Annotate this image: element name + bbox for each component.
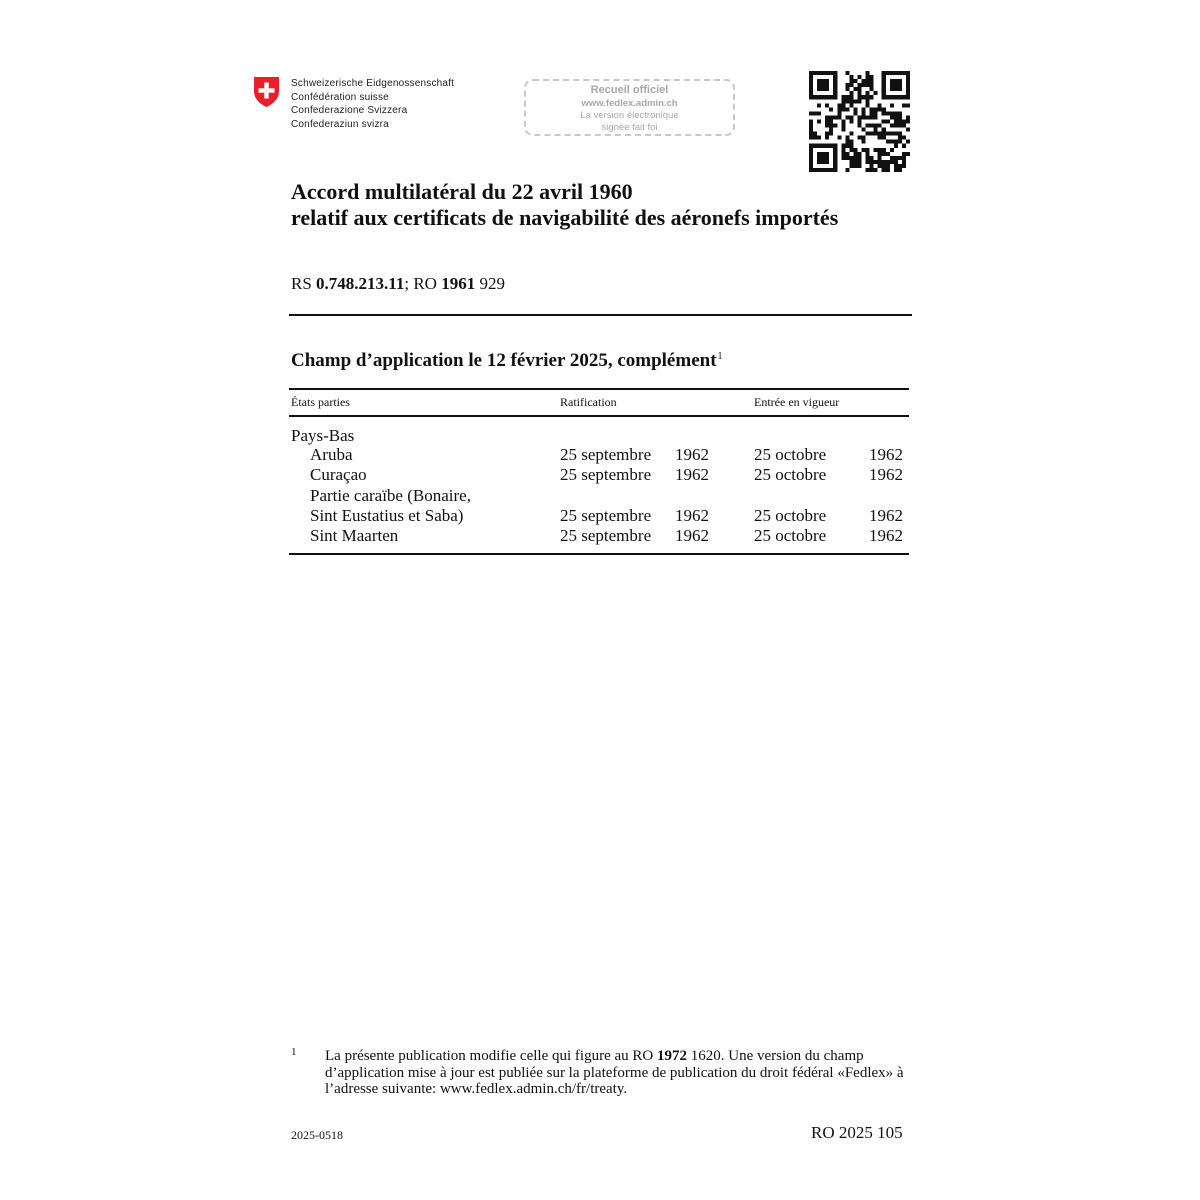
- table-cell-entry-date: 25 octobre: [754, 465, 827, 484]
- table-cell-state-continued: Sint Eustatius et Saba): [310, 506, 464, 525]
- table-cell-entry-date: 25 octobre: [754, 506, 827, 525]
- table-header-rule: [289, 415, 909, 417]
- column-header-states: États parties: [291, 395, 350, 409]
- ro-year: 1961: [441, 274, 476, 293]
- table-cell-ratification-year: 1962: [675, 465, 709, 484]
- table-cell-state: Sint Maarten: [310, 526, 399, 545]
- ref-separator: ;: [404, 274, 410, 293]
- swiss-coat-of-arms-icon: [253, 76, 280, 108]
- table-cell-entry-year: 1962: [869, 506, 903, 525]
- ro-reference: RO 2025 105: [811, 1123, 903, 1142]
- footnote-ro-year: 1972: [656, 1048, 687, 1064]
- section-title-text: Champ d’application le 12 février 2025, complément: [291, 350, 717, 371]
- footnote-text-after: 1620. Une version du champ d’application mise à jour est publiée sur la plateforme de publication du droit fédéral «Fedlex» à l’adresse suivante: www.fedlex.admin.ch/fr/treaty.: [325, 1048, 904, 1097]
- table-cell-state: Curaçao: [310, 465, 367, 484]
- ro-page: 929: [479, 274, 505, 293]
- table-cell-state: Aruba: [310, 445, 353, 464]
- table-cell-ratification-year: 1962: [675, 526, 709, 545]
- stamp-url: www.fedlex.admin.ch: [581, 98, 678, 109]
- table-cell-state: Partie caraïbe (Bonaire,: [310, 486, 471, 505]
- table-cell-ratification-date: 25 septembre: [560, 506, 652, 525]
- column-header-ratification: Ratification: [560, 395, 617, 409]
- official-collection-stamp: [524, 79, 735, 136]
- table-cell-ratification-year: 1962: [675, 506, 709, 525]
- table-cell-entry-year: 1962: [869, 526, 903, 545]
- section-divider: [289, 314, 912, 316]
- ro-label: RO: [413, 274, 437, 293]
- table-cell-ratification-date: 25 septembre: [560, 526, 652, 545]
- table-top-rule: [289, 388, 909, 390]
- reference-line: [291, 274, 505, 294]
- footnote-reference[interactable]: 1: [717, 351, 723, 362]
- confederation-name-fr: Confédération suisse: [291, 91, 389, 103]
- qr-code-icon: [809, 71, 910, 172]
- table-cell-ratification-date: 25 septembre: [560, 465, 652, 484]
- table-cell-entry-year: 1962: [869, 445, 903, 464]
- footnote-number: 1: [291, 1046, 297, 1058]
- footnote-text-before: La présente publication modifie celle qui figure au RO: [325, 1048, 657, 1064]
- table-cell-ratification-year: 1962: [675, 445, 709, 464]
- document-title: [291, 179, 838, 231]
- title-line-1: Accord multilatéral du 22 avril 1960: [291, 179, 633, 204]
- title-line-2: relatif aux certificats de navigabilité des aéronefs importés: [291, 205, 839, 230]
- footnote-text: [325, 1048, 915, 1098]
- table-cell-entry-date: 25 octobre: [754, 526, 827, 545]
- document-number: 2025-0518: [291, 1128, 343, 1142]
- table-cell-entry-year: 1962: [869, 465, 903, 484]
- section-title: [291, 350, 723, 372]
- table-bottom-rule: [289, 553, 909, 555]
- confederation-names: [291, 77, 454, 131]
- confederation-name-de: Schweizerische Eidgenossenschaft: [291, 78, 455, 89]
- confederation-name-it: Confederazione Svizzera: [291, 105, 408, 117]
- table-group-label: Pays-Bas: [291, 426, 355, 445]
- table-cell-entry-date: 25 octobre: [754, 445, 827, 464]
- table-cell-ratification-date: 25 septembre: [560, 445, 652, 464]
- stamp-note-2: signée fait foi: [601, 122, 658, 133]
- confederation-name-rm: Confederaziun svizra: [291, 118, 389, 130]
- column-header-entry-into-force: Entrée en vigueur: [754, 395, 840, 409]
- stamp-title: Recueil officiel: [590, 84, 669, 96]
- stamp-note-1: La version électronique: [580, 110, 679, 121]
- rs-number: 0.748.213.11: [316, 274, 405, 293]
- qr-code-modules: [809, 71, 910, 172]
- rs-label: RS: [291, 274, 312, 293]
